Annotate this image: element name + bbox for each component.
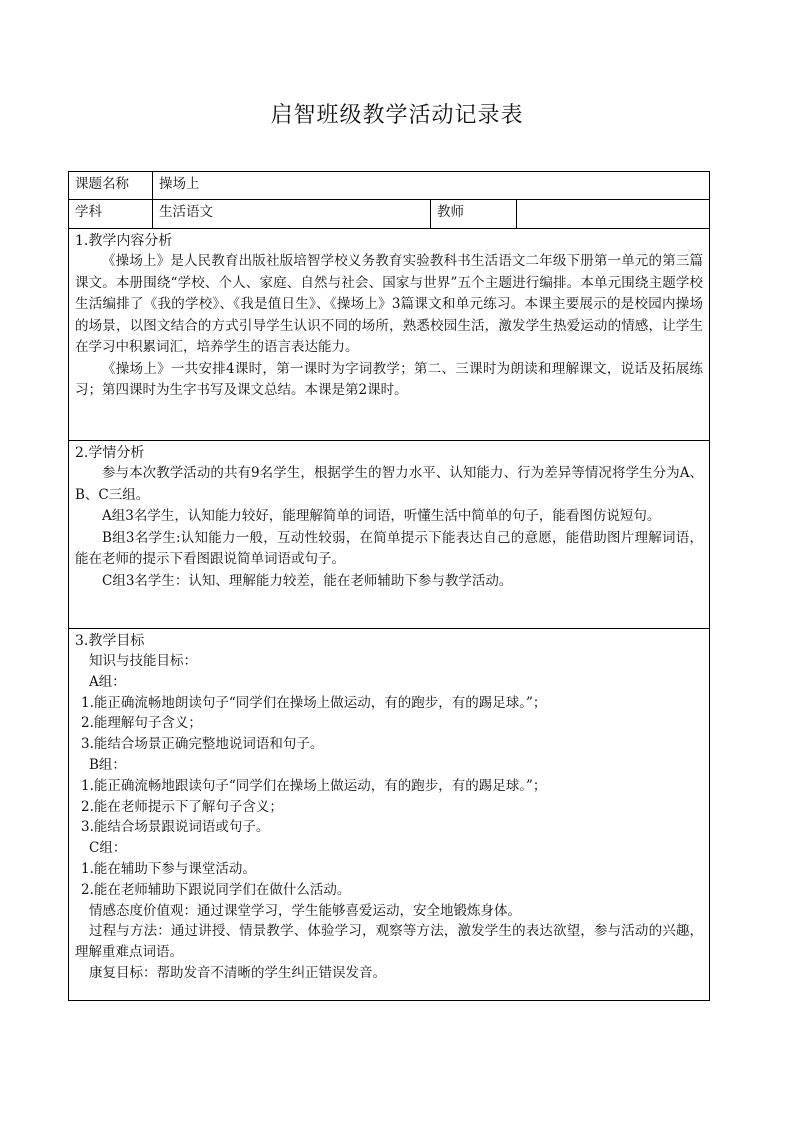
goal-line: A组： [89,673,126,690]
section-heading: 2.学情分析 [75,445,145,461]
section-heading: 1.教学内容分析 [75,233,173,249]
paragraph: C组3名学生：认知、理解能力较差，能在老师辅助下参与教学活动。 [102,572,513,589]
goal-line: B组： [89,756,126,773]
section-heading: 3.教学目标 [75,633,145,649]
goal-line: 过程与方法：通过讲授、情景教学、体验学习，观察等方法，激发学生的表达欲望，参与活动的兴趣，理解重难点词语。 [75,923,704,961]
topic-row [69,172,710,200]
goal-line: 1.能正确流畅地朗读句子“同学们在操场上做运动，有的跑步，有的踢足球。”； [81,694,547,711]
goal-line: 1.能在辅助下参与课堂活动。 [81,860,256,877]
paragraph: B组3名学生:认知能力一般，互动性较弱，在简单提示下能表达自己的意愿，能借助图片理解词语，能在老师的提示下看图跟说简单词语或句子。 [75,529,704,567]
record-table [68,171,710,1001]
topic-label: 课题名称 [69,172,153,200]
teacher-value [517,200,710,229]
goal-line: 康复目标：帮助发音不清晰的学生纠正错误发音。 [89,964,386,981]
page-title: 启智班级教学活动记录表 [270,103,524,128]
goal-line: 2.能在老师辅助下跟说同学们在做什么活动。 [81,881,351,898]
subject-row [69,200,710,229]
teacher-label: 教师 [431,200,517,229]
paragraph: 《操场上》一共安排4课时，第一课时为字词教学；第二、三课时为朗读和理解课文，说话及拓展练习；第四课时为生字书写及课文总结。本课是第2课时。 [75,360,704,398]
paragraph: 《操场上》是人民教育出版社版培智学校义务教育实验教科书生活语文二年级下册第一单元的第三篇课文。本册围绕“学校、个人、家庭、自然与社会、国家与世界”五个主题进行编排。本单元围绕主题学校生活编排了《我的学校》、《我是值日生》、《操场上》3篇课文和单元练习。本课主要展示的是校园内操场的场景，以图文结合的方式引导学生认识不同的场所，熟悉校园生活，激发学生热爱运动的情感，让学生在学习中积累词汇，培养学生的语言表达能力。 [75,253,704,355]
goal-line: 1.能正确流畅地跟读句子“同学们在操场上做运动，有的跑步，有的踢足球。”； [81,777,547,794]
paragraph: A组3名学生，认知能力较好，能理解简单的词语，听懂生活中简单的句子，能看图仿说短句。 [102,508,661,524]
goal-line: 2.能理解句子含义； [81,715,202,732]
subject-label: 学科 [69,200,153,229]
subject-value: 生活语文 [153,200,431,229]
goal-line: 2.能在老师提示下了解句子含义； [81,798,283,815]
goal-line: 情感态度价值观：通过课堂学习，学生能够喜爱运动，安全地锻炼身体。 [89,902,521,919]
topic-value: 操场上 [153,172,710,200]
section-content-analysis [69,229,710,441]
section-student-analysis [69,441,710,629]
goal-line: 3.能结合场景正确完整地说词语和句子。 [81,736,324,753]
goal-line: 3.能结合场景跟说词语或句子。 [81,819,270,836]
goal-line: 知识与技能目标： [89,653,197,669]
paragraph: 参与本次教学活动的共有9名学生，根据学生的智力水平、认知能力、行为差异等情况将学生分为A、B、C三组。 [75,465,704,503]
section-teaching-goals [69,629,710,1001]
goal-line: C组： [89,840,127,857]
